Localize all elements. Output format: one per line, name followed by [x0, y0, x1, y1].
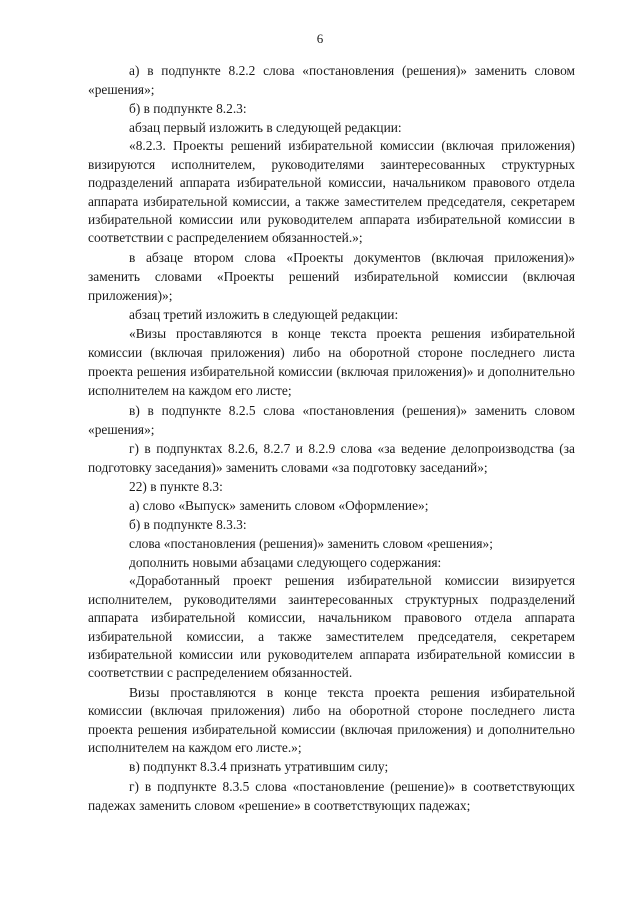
paragraph: б) в подпункте 8.2.3: [129, 101, 247, 117]
quoted-paragraph: «8.2.3. Проекты решений избирательной комиссии (включая приложения) визируются исполнителем, руководителями заинтересованных структурных подразделений аппарата избирательной комиссии, начальником правового отдела аппарата избирательной комиссии, а также заместителем председателя, секретарем избирательной комиссии или руководителем аппарата избирательной комиссии в соответствии с распределением обязанностей.»; [88, 138, 575, 246]
paragraph: б) в подпункте 8.3.3: [129, 517, 247, 533]
paragraph: абзац первый изложить в следующей редакции: [129, 120, 402, 136]
document-body [88, 61, 575, 815]
paragraph: г) в подпункте 8.3.5 слова «постановление (решение)» в соответствующих падежах заменить словом «решение» в соответствующих падежах; [88, 778, 575, 813]
paragraph: а) в подпункте 8.2.2 слова «постановления (решения)» заменить словом «решения»; [88, 63, 575, 98]
paragraph: 22) в пункте 8.3: [129, 478, 223, 494]
paragraph: абзац третий изложить в следующей редакции: [129, 307, 399, 323]
paragraph: а) слово «Выпуск» заменить словом «Оформление»; [129, 498, 429, 514]
paragraph: в) в подпункте 8.2.5 слова «постановления (решения)» заменить словом «решения»; [88, 402, 575, 437]
page-number: 6 [316, 31, 324, 46]
paragraph: дополнить новыми абзацами следующего содержания: [129, 555, 442, 571]
quoted-paragraph: Визы проставляются в конце текста проекта решения избирательной комиссии (включая приложения) либо на оборотной стороне последнего листа проекта решения избирательной комиссии (включая приложения) и дополнительно исполнителем на каждом его листе.»; [88, 684, 575, 756]
paragraph: слова «постановления (решения)» заменить словом «решения»; [129, 536, 493, 552]
quoted-paragraph: «Доработанный проект решения избирательной комиссии визируется исполнителем, руководителями заинтересованных структурных подразделений аппарата избирательной комиссии, начальником правового отдела аппарата избирательной комиссии, а также заместителем председателя, секретарем избирательной комиссии или руководителем аппарата избирательной комиссии в соответствии с распределением обязанностей. [88, 573, 575, 681]
paragraph: в абзаце втором слова «Проекты документов (включая приложения)» заменить словами «Проекты решений избирательной комиссии (включая приложения)»; [88, 249, 575, 303]
paragraph: г) в подпунктах 8.2.6, 8.2.7 и 8.2.9 слова «за ведение делопроизводства (за подготовку заседания)» заменить словами «за подготовку заседаний»; [88, 440, 575, 475]
quoted-paragraph: «Визы проставляются в конце текста проекта решения избирательной комиссии (включая приложения) либо на оборотной стороне последнего листа проекта решения избирательной комиссии (включая приложения)» и дополнительно исполнителем на каждом его листе; [88, 326, 575, 399]
paragraph: в) подпункт 8.3.4 признать утратившим силу; [129, 759, 389, 775]
